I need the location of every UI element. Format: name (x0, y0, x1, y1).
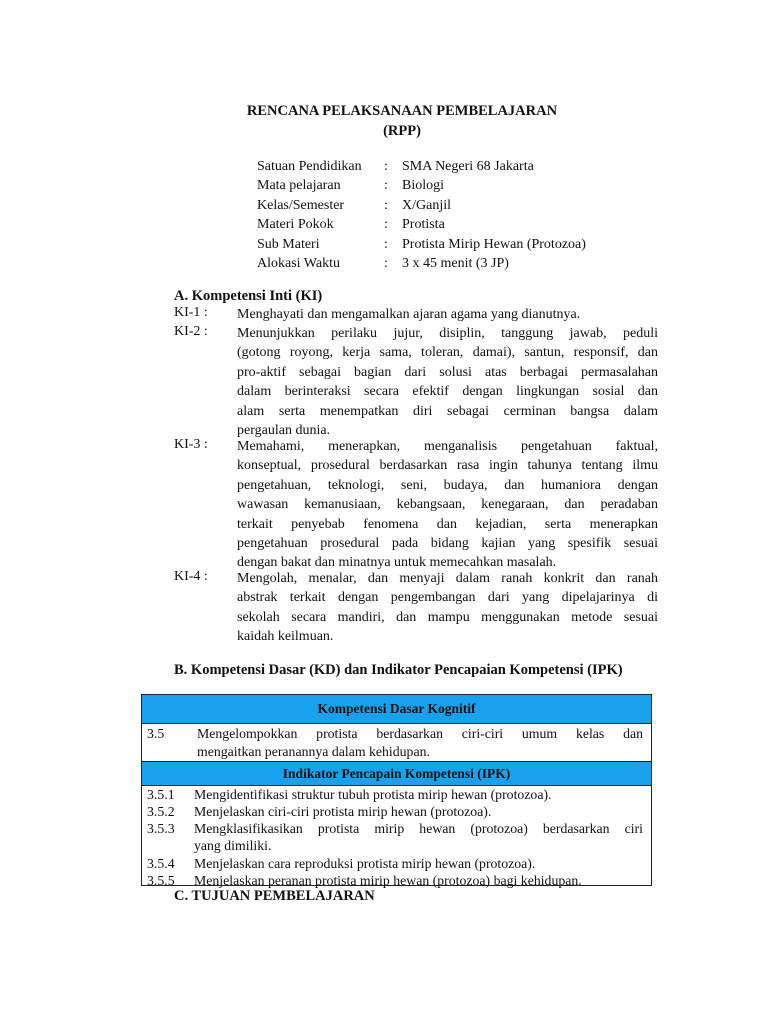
ki-line: konseptual, prosedural berdasarkan rasa ingin tahunya tentang ilmu (237, 458, 658, 474)
ki-code: KI-4 : (174, 569, 208, 584)
ki-line: pergaulan dunia. (237, 423, 331, 439)
kd-description (197, 725, 643, 761)
identity-label: Sub Materi (257, 236, 320, 252)
ki-code: KI-1 : (174, 305, 208, 320)
ki-line: alam serta menempatkan diri sebagai cerminan bangsa dalam (237, 403, 658, 419)
ki-line: pro-aktif sebagai bagian dari solusi atas berbagai permasalahan (237, 364, 658, 380)
identity-value: 3 x 45 menit (3 JP) (402, 255, 509, 271)
ki-code: KI-3 : (174, 437, 208, 452)
ipk-row (147, 872, 643, 889)
ipk-line: Menjelaskan cara reproduksi protista mirip hewan (protozoa). (194, 856, 536, 871)
ipk-line: Menjelaskan ciri-ciri protista mirip hewan (protozoa). (194, 804, 492, 819)
ki-3-item (174, 437, 658, 573)
ipk-row (147, 786, 643, 803)
identity-value: Protista Mirip Hewan (Protozoa) (402, 236, 586, 252)
ipk-line: Mengidentifikasi struktur tubuh protista mirip hewan (protozoa). (194, 787, 552, 802)
kd-number: 3.5 (147, 726, 165, 741)
kd-table-header: Kompetensi Dasar Kognitif (142, 694, 651, 724)
ki-text (237, 437, 658, 573)
ipk-row (147, 855, 643, 872)
identity-label: Mata pelajaran (257, 178, 341, 194)
kd-line: mengaitkan peranannya dalam kehidupan. (197, 744, 430, 759)
ipk-line: yang dimiliki. (194, 838, 272, 853)
ipk-number: 3.5.4 (147, 856, 175, 871)
ki-line: wawasan kemanusiaan, kebangsaan, kenegaraan, dan peradaban (237, 497, 658, 513)
ki-line: dengan bakat dan minatnya untuk memecahkan masalah. (237, 555, 557, 571)
ki-4-item (174, 569, 658, 647)
section-c-heading: C. TUJUAN PEMBELAJARAN (174, 888, 375, 904)
identity-separator: : (384, 236, 388, 252)
ipk-number: 3.5.5 (147, 873, 175, 888)
ki-code: KI-2 : (174, 324, 208, 339)
ipk-description (194, 855, 643, 872)
ipk-row (147, 820, 643, 854)
identity-label: Satuan Pendidikan (257, 159, 362, 174)
kd-line: Mengelompokkan protista berdasarkan ciri-ciri umum kelas dan (197, 726, 643, 741)
ki-2-item (174, 324, 658, 440)
ki-line: sekolah secara mandiri, dan mampu menggunakan metode sesuai (237, 609, 658, 625)
ipk-table-header: Indikator Pencapain Kompetensi (IPK) (142, 761, 651, 786)
ki-line: Memahami, menerapkan, menganalisis pengetahuan faktual, (237, 439, 658, 454)
ipk-row (147, 803, 643, 820)
ki-text (237, 324, 658, 440)
ipk-number: 3.5.3 (147, 821, 175, 836)
ipk-number: 3.5.2 (147, 804, 175, 819)
identity-separator: : (384, 255, 388, 271)
section-b-heading: B. Kompetensi Dasar (KD) dan Indikator Pencapaian Kompetensi (IPK) (174, 662, 623, 678)
ki-line: pengetahuan, teknologi, seni, budaya, dan humaniora dengan (237, 477, 658, 493)
ki-line: Mengolah, menalar, dan menyaji dalam ranah konkrit dan ranah (237, 571, 658, 586)
ipk-description (194, 786, 643, 803)
ipk-line: Mengklasifikasikan protista mirip hewan (protozoa) berdasarkan ciri (194, 821, 643, 836)
identity-separator: : (384, 197, 388, 213)
ki-text (237, 569, 658, 647)
ki-line: (gotong royong, kerja sama, toleran, damai), santun, responsif, dan (237, 345, 658, 361)
identity-separator: : (384, 159, 388, 174)
identity-value: SMA Negeri 68 Jakarta (402, 159, 534, 174)
ki-line: abstrak terkait dengan pengembangan dari yang dipelajarinya di (237, 590, 658, 606)
section-a-heading: A. Kompetensi Inti (KI) (174, 288, 323, 304)
identity-label: Kelas/Semester (257, 197, 345, 213)
identity-label: Materi Pokok (257, 217, 334, 233)
ki-line: Menghayati dan mengamalkan ajaran agama yang dianutnya. (237, 307, 581, 322)
ki-1-item (174, 305, 658, 324)
ipk-line: Menjelaskan peranan protista mirip hewan (protozoa) bagi kehidupan. (194, 873, 582, 888)
ki-line: Menunjukkan perilaku jujur, disiplin, tanggung jawab, peduli (237, 326, 658, 341)
kd-row (147, 725, 643, 761)
identity-value: Protista (402, 217, 445, 233)
ki-line: dalam berinteraksi secara efektif dengan lingkungan sosial dan (237, 384, 658, 400)
identity-value: Biologi (402, 178, 445, 194)
ipk-description (194, 820, 643, 854)
ki-line: terkait penyebab fenomena dan kejadian, serta menerapkan (237, 516, 658, 532)
identity-label: Alokasi Waktu (257, 255, 340, 271)
ki-line: kaidah keilmuan. (237, 629, 334, 645)
ipk-description (194, 872, 643, 889)
identity-separator: : (384, 178, 388, 194)
kd-ipk-table (141, 694, 652, 886)
ki-line: pengetahuan prosedural pada bidang kajian yang spesifik sesuai (237, 536, 658, 552)
ipk-description (194, 803, 643, 820)
identity-value: X/Ganjil (402, 197, 451, 213)
identity-separator: : (384, 217, 388, 233)
document-title: RENCANA PELAKSANAAN PEMBELAJARAN (246, 103, 558, 119)
ipk-number: 3.5.1 (147, 787, 175, 802)
ki-text (237, 305, 658, 324)
document-subtitle: (RPP) (383, 123, 421, 139)
